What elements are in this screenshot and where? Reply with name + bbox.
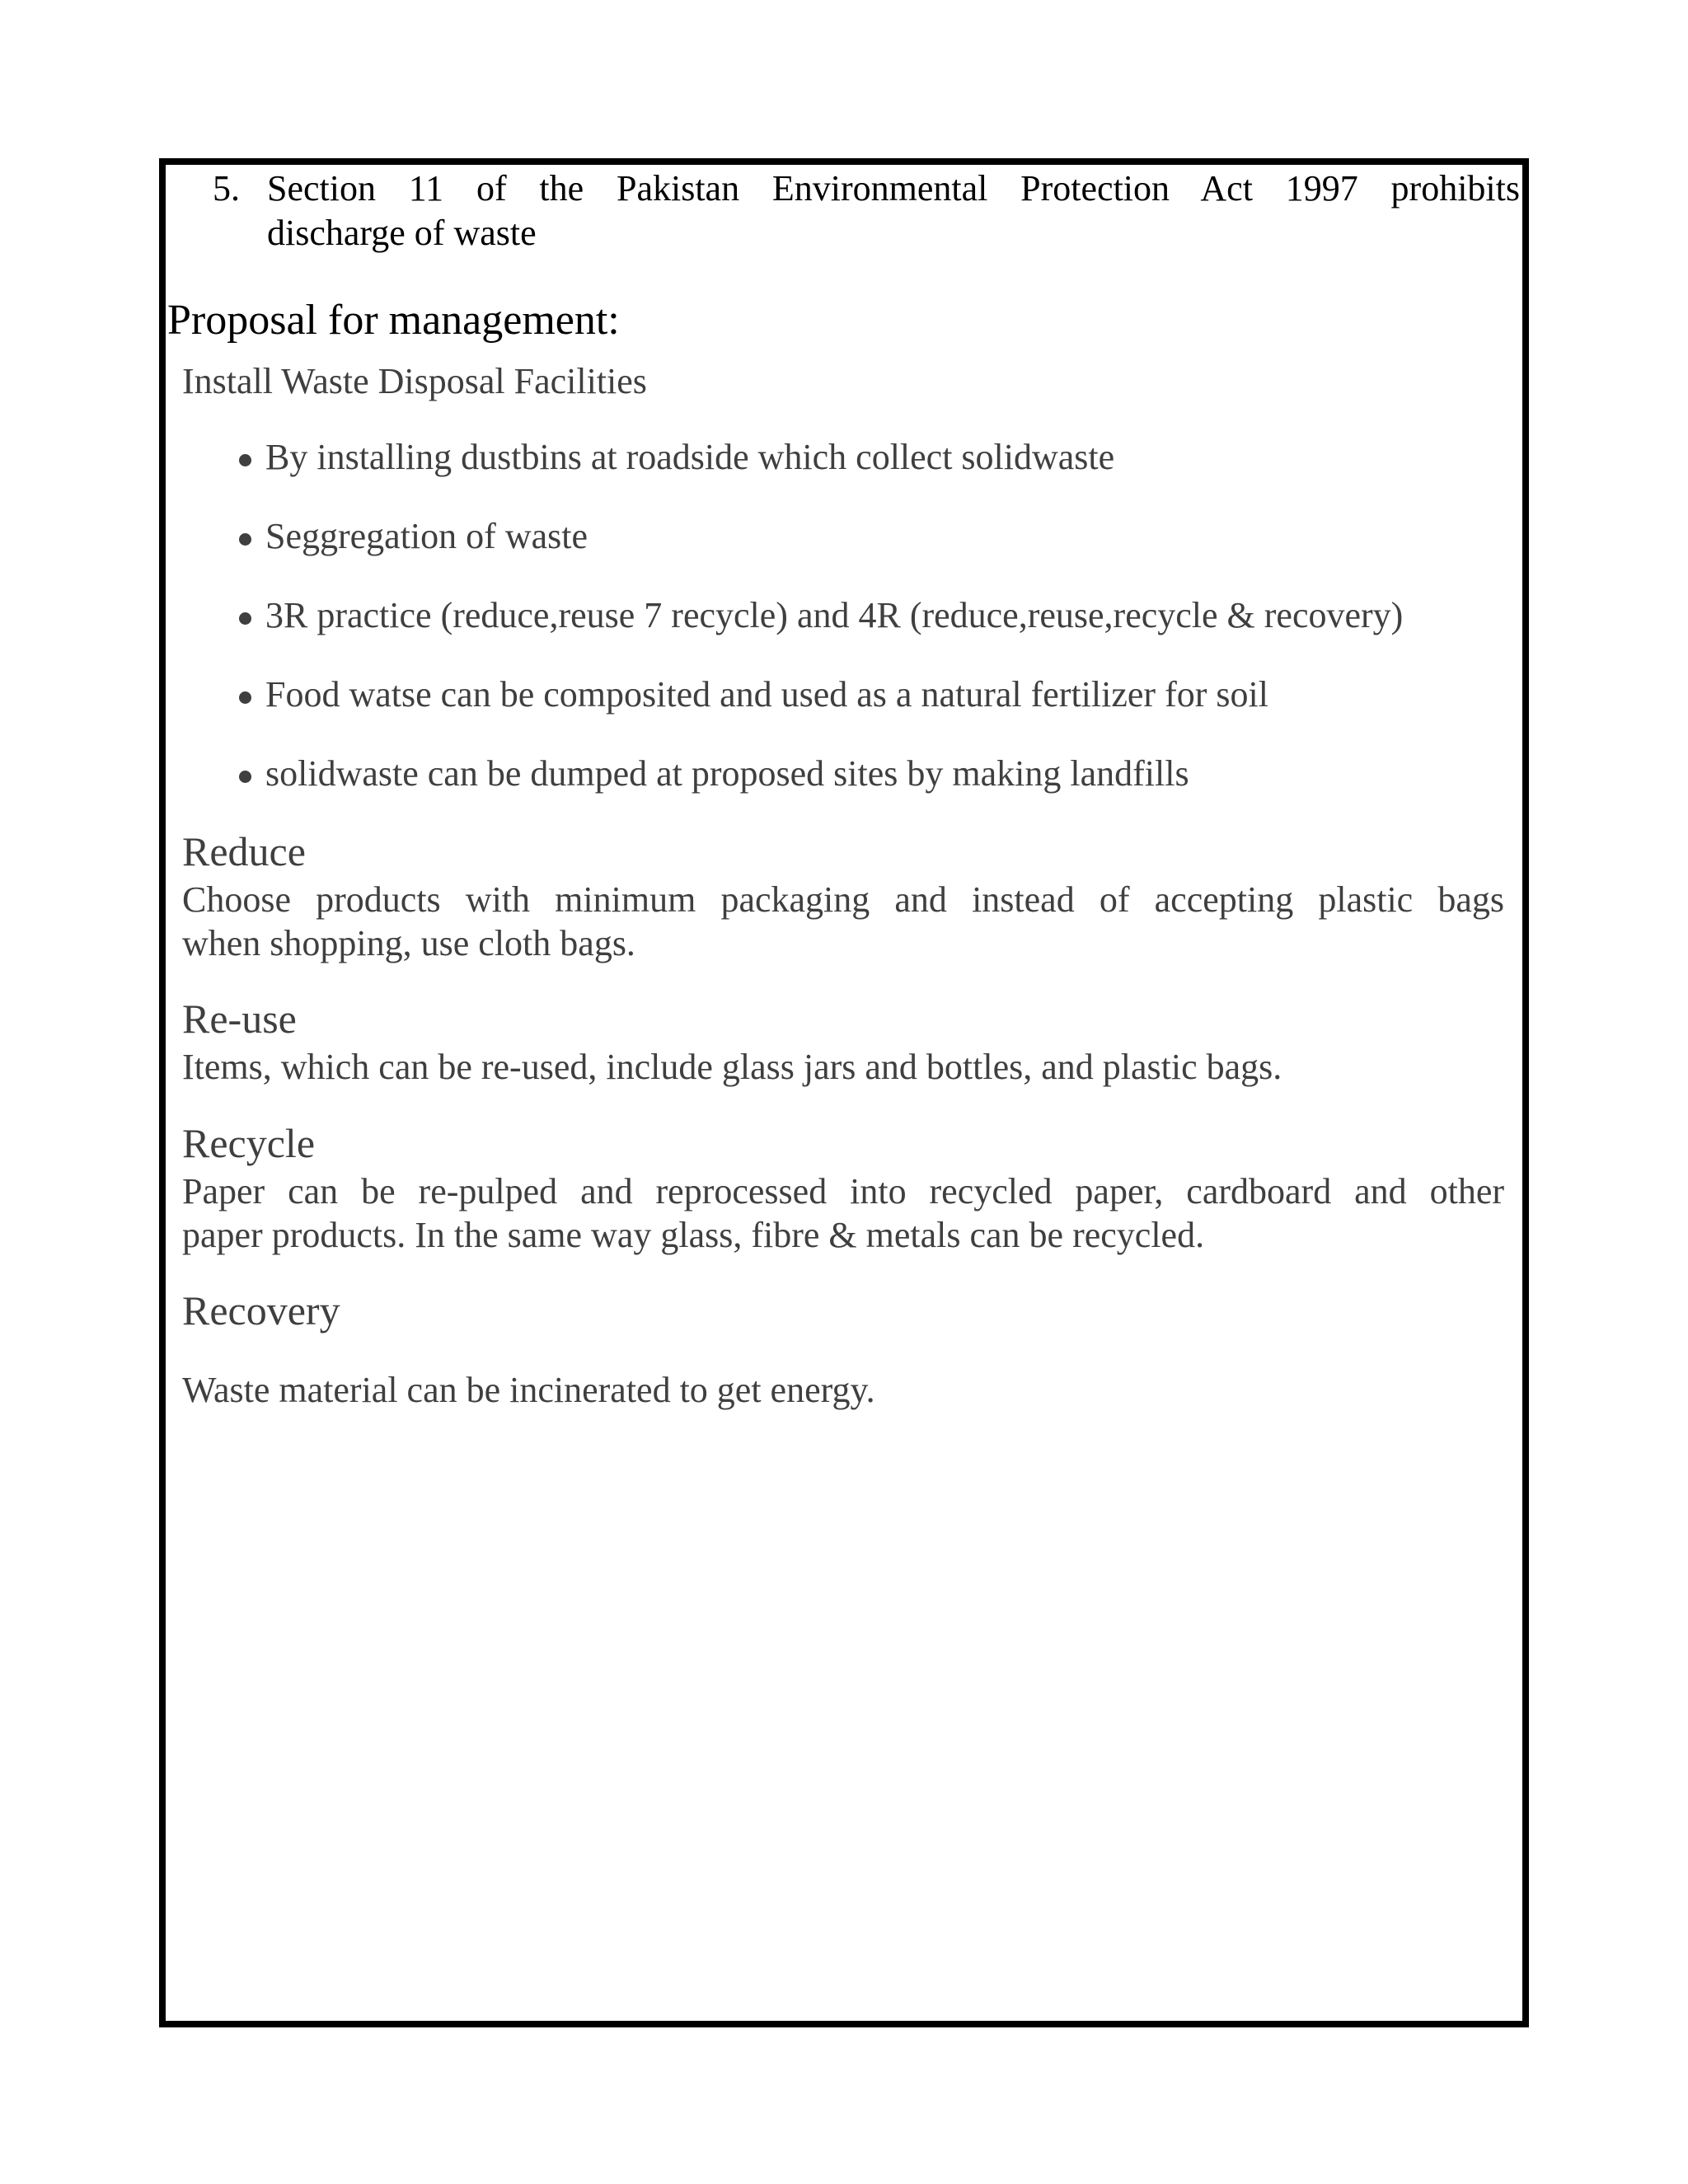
bullet-icon <box>239 771 251 783</box>
bullet-text: Food watse can be composited and used as a natural fertilizer for soil <box>265 674 1268 715</box>
recovery-paragraph <box>182 1368 1504 1412</box>
list-item <box>239 673 1403 752</box>
bullet-icon <box>239 691 251 704</box>
list-item <box>239 514 1403 593</box>
reduce-line-2: when shopping, use cloth bags. <box>182 923 635 963</box>
install-facilities-subheading: Install Waste Disposal Facilities <box>182 361 647 401</box>
recovery-heading: Recovery <box>182 1287 340 1333</box>
bullet-text: 3R practice (reduce,reuse 7 recycle) and 4R (reduce,reuse,recycle & recovery) <box>265 595 1404 635</box>
list-item-number: 5. <box>213 168 240 209</box>
list-item <box>239 435 1403 514</box>
proposal-heading: Proposal for management: <box>167 297 620 344</box>
list-item-text <box>267 166 1520 255</box>
bullet-text: Seggregation of waste <box>265 516 588 556</box>
bullet-icon <box>239 612 251 625</box>
reduce-paragraph <box>182 878 1504 965</box>
bullet-text: solidwaste can be dumped at proposed sites by making landfills <box>265 753 1189 794</box>
bullet-icon <box>239 454 251 466</box>
bullet-text: By installing dustbins at roadside which collect solidwaste <box>265 437 1115 477</box>
reduce-heading: Reduce <box>182 828 306 874</box>
reuse-paragraph <box>182 1045 1504 1089</box>
recycle-line-2: paper products. In the same way glass, fibre & metals can be recycled. <box>182 1215 1205 1255</box>
recycle-line-1: Paper can be re-pulped and reprocessed into recycled paper, cardboard and other <box>182 1171 1504 1212</box>
reduce-line-1: Choose products with minimum packaging and instead of accepting plastic bags <box>182 879 1504 920</box>
numbered-list-item <box>213 166 1520 255</box>
list-item-line-2: discharge of waste <box>267 213 537 253</box>
list-item <box>239 752 1403 831</box>
list-item-line-1: Section 11 of the Pakistan Environmental Protection Act 1997 prohibits <box>267 168 1520 209</box>
recovery-line-1: Waste material can be incinerated to get energy. <box>182 1370 875 1410</box>
list-item <box>239 593 1403 673</box>
recycle-heading: Recycle <box>182 1120 316 1166</box>
recycle-paragraph <box>182 1169 1504 1257</box>
facilities-bullet-list <box>239 435 1403 831</box>
reuse-line-1: Items, which can be re-used, include glass jars and bottles, and plastic bags. <box>182 1047 1282 1087</box>
bullet-icon <box>239 533 251 546</box>
reuse-heading: Re-use <box>182 996 297 1042</box>
